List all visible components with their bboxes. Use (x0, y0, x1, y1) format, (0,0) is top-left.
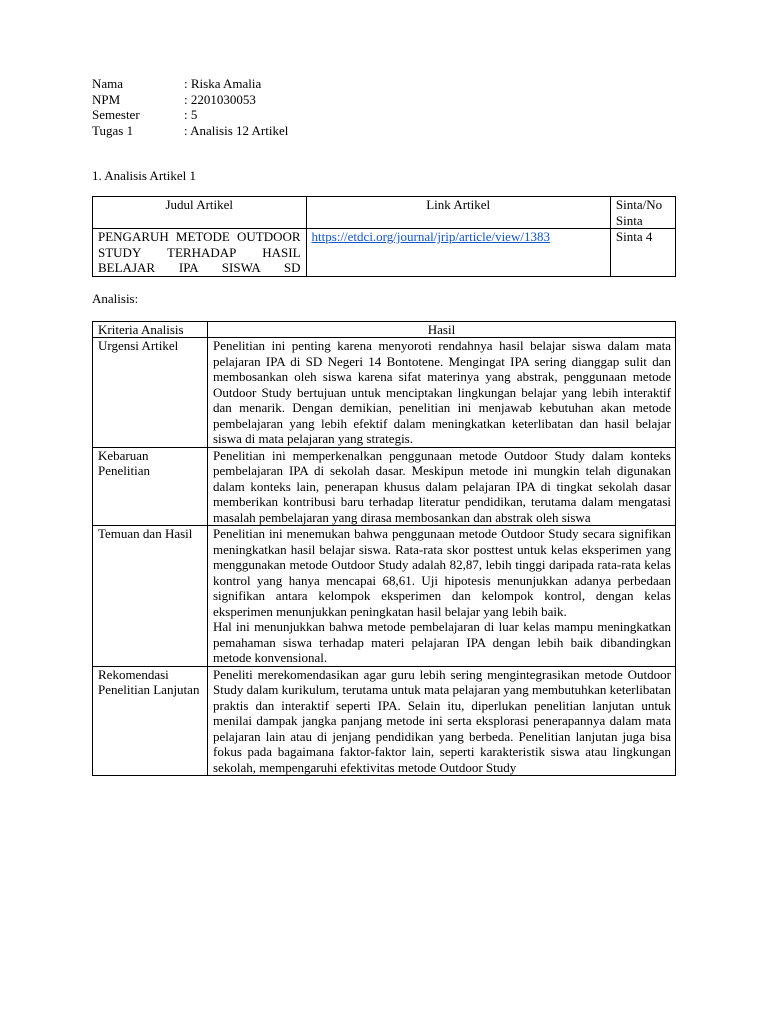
criterion-temuan: Temuan dan Hasil (93, 526, 208, 667)
result-temuan (208, 526, 676, 667)
identity-label-nama: Nama (92, 76, 124, 91)
result-temuan-paragraph-2: Hal ini menunjukkan bahwa metode pembelajaran di luar kelas mampu meningkatkan pemahaman siswa terhadap materi pelajaran IPA dengan lebih baik dibandingkan metode konvensional. (213, 619, 671, 665)
result-kebaruan: Penelitian ini memperkenalkan penggunaan metode Outdoor Study dalam konteks pembelajaran IPA di sekolah dasar. Meskipun metode ini mungkin telah digunakan dalam konteks lain, penerapan khusus dalam pelajaran IPA di tingkat sekolah dasar memberikan kontribusi baru terhadap literatur pendidikan, terutama dalam mengatasi masalah pembelajaran yang dirasa membosankan dan abstrak oleh siswa (208, 447, 676, 526)
header-kriteria-analisis: Kriteria Analisis (93, 321, 208, 338)
section-title: 1. Analisis Artikel 1 (92, 168, 196, 183)
result-rekomendasi: Peneliti merekomendasikan agar guru lebih sering mengintegrasikan metode Outdoor Study dalam kurikulum, terutama untuk mata pelajaran yang membutuhkan keterlibatan praktis dan interaktif seperti IPA. Selain itu, diperlukan penelitian lanjutan untuk menilai dampak jangka panjang metode ini serta eksplorasi penerapannya dalam mata pelajaran lain atau di jenjang pendidikan yang berbeda. Penelitian lanjutan juga bisa fokus pada bagaimana faktor-faktor lain, seperti karakteristik siswa atau lingkungan sekolah, mempengaruhi efektivitas metode Outdoor Study (208, 666, 676, 776)
article-link-cell (306, 229, 610, 277)
table-row (93, 666, 676, 776)
identity-value-semester: : 5 (184, 107, 198, 122)
header-link-artikel: Link Artikel (306, 197, 610, 229)
criterion-kebaruan: Kebaruan Penelitian (93, 447, 208, 526)
article-table-row (93, 229, 676, 277)
article-table-header-row (93, 197, 676, 229)
header-hasil: Hasil (208, 321, 676, 338)
student-identity (92, 76, 676, 138)
header-sinta: Sinta/No Sinta (610, 197, 675, 229)
article-link[interactable]: https://etdci.org/journal/jrip/article/view/1383 (311, 229, 550, 244)
result-urgensi: Penelitian ini penting karena menyoroti rendahnya hasil belajar siswa dalam mata pelajaran IPA di SD Negeri 14 Bontotene. Mengingat IPA sering dianggap sulit dan membosankan oleh siswa karena sifat materinya yang abstrak, penggunaan metode Outdoor Study bertujuan untuk menciptakan lingkungan belajar yang lebih interaktif dan menarik. Dengan demikian, penelitian ini menjawab kebutuhan akan metode pembelajaran yang lebih efektif dalam meningkatkan keterlibatan dan hasil belajar siswa di mata pelajaran yang strategis. (208, 338, 676, 448)
analisis-label: Analisis: (92, 290, 139, 306)
criterion-rekomendasi: Rekomendasi Penelitian Lanjutan (93, 666, 208, 776)
table-row (93, 338, 676, 448)
criterion-urgensi: Urgensi Artikel (93, 338, 208, 448)
identity-label-tugas: Tugas 1 (92, 122, 134, 138)
identity-value-npm: : 2201030053 (184, 91, 256, 107)
identity-label-semester: Semester (92, 107, 140, 122)
table-row (93, 447, 676, 526)
article-table (92, 196, 676, 277)
header-judul-artikel: Judul Artikel (93, 197, 307, 229)
analysis-table (92, 321, 676, 777)
article-sinta: Sinta 4 (610, 229, 675, 277)
table-row (93, 526, 676, 667)
document-page (92, 76, 676, 776)
result-temuan-paragraph-1: Penelitian ini menemukan bahwa penggunaan metode Outdoor Study secara signifikan meningkatkan hasil belajar siswa. Rata-rata skor posttest untuk kelas eksperimen yang menggunakan metode Outdoor Study adalah 82,87, lebih tinggi daripada rata-rata kelas kontrol yang hanya mencapai 68,61. Uji hipotesis menunjukkan adanya perbedaan signifikan antara kelompok eksperimen dan kelompok kontrol, dengan kelas eksperimen menunjukkan peningkatan hasil belajar yang lebih baik. (213, 526, 671, 619)
analysis-table-header-row (93, 321, 676, 338)
identity-label-npm: NPM (92, 91, 121, 107)
identity-value-nama: : Riska Amalia (184, 76, 262, 91)
article-title: PENGARUH METODE OUTDOOR STUDY TERHADAP HASIL BELAJAR IPA SISWA SD (93, 229, 307, 277)
identity-value-tugas: : Analisis 12 Artikel (184, 122, 289, 138)
